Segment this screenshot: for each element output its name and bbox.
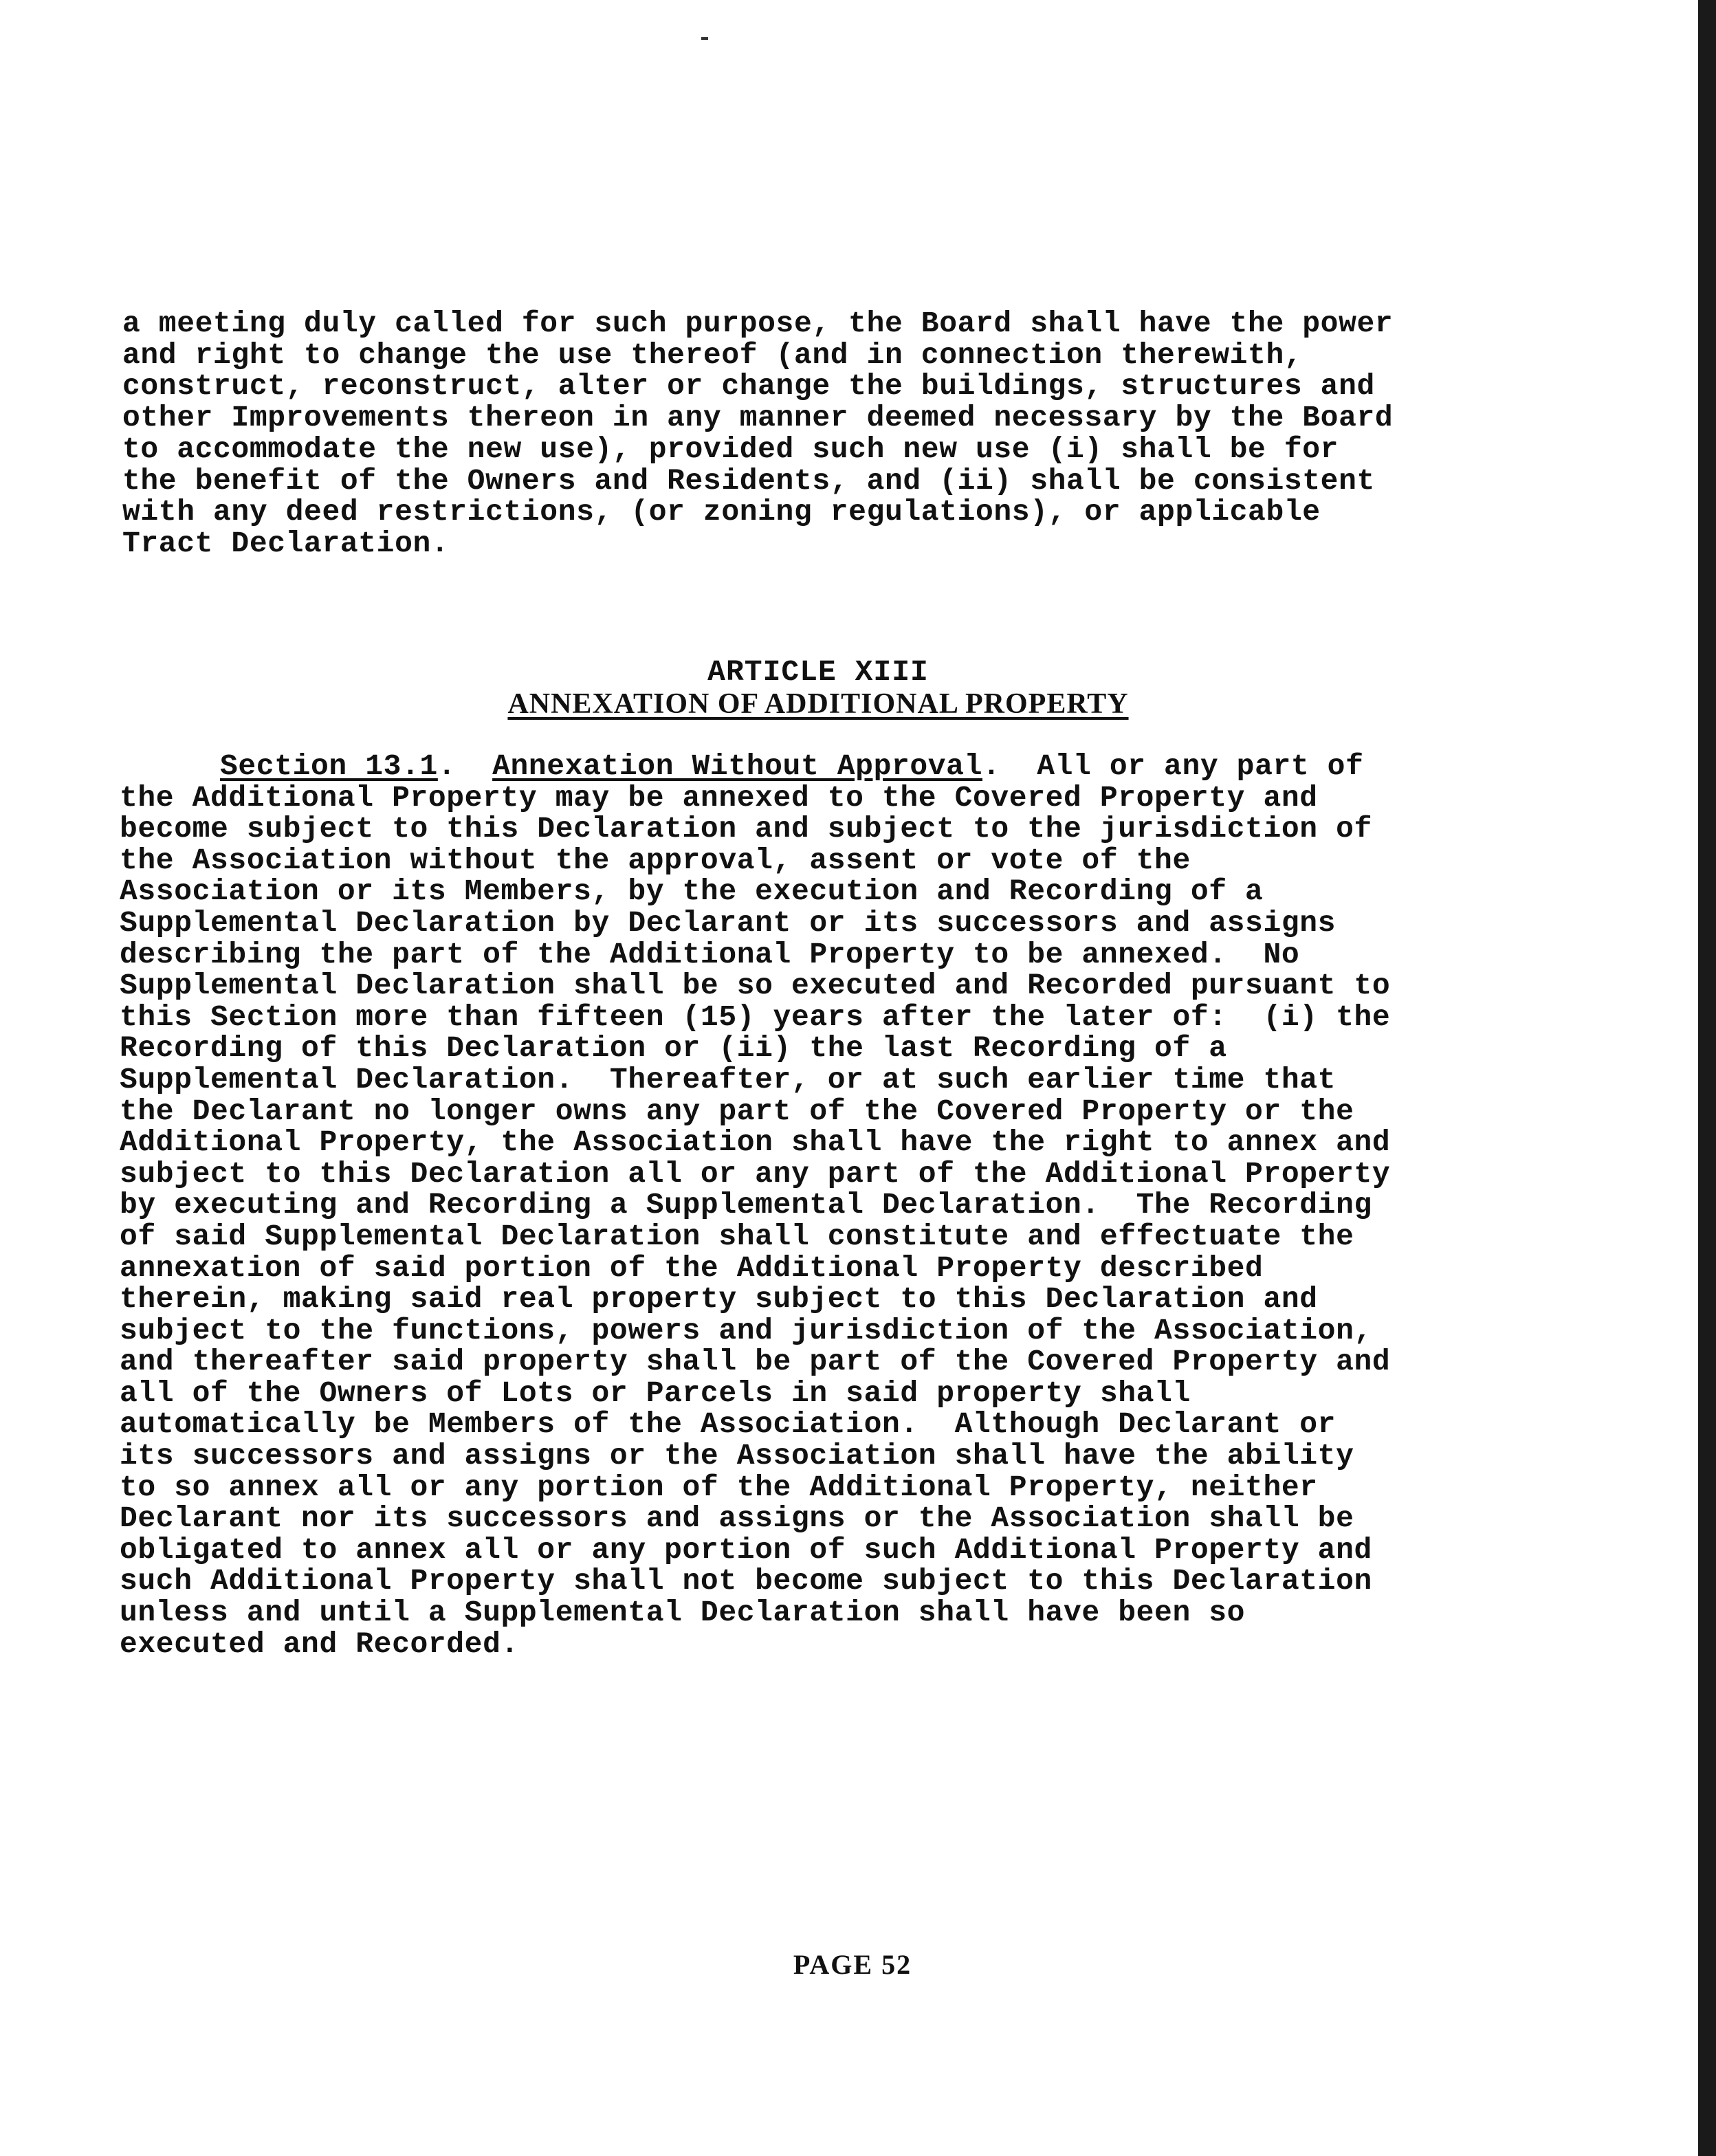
section-line: all of the Owners of Lots or Parcels in said property shall <box>120 1376 1191 1410</box>
section-line: this Section more than fifteen (15) years after the later of: (i) the <box>120 1000 1391 1034</box>
section-heading: Annexation Without Approval <box>492 749 982 783</box>
opening-paragraph <box>122 308 1539 560</box>
section-line: executed and Recorded. <box>120 1627 519 1661</box>
section-13-1 <box>120 751 1543 1660</box>
section-line: of said Supplemental Declaration shall constitute and effectuate the <box>120 1219 1354 1253</box>
section-line: to so annex all or any portion of the Additional Property, neither <box>120 1470 1318 1504</box>
section-line: describing the part of the Additional Property to be annexed. No <box>120 937 1300 971</box>
section-line: annexation of said portion of the Additional Property described <box>120 1251 1264 1285</box>
section-line: by executing and Recording a Supplemental Declaration. The Recording <box>120 1188 1372 1222</box>
section-line: unless and until a Supplemental Declaration shall have been so <box>120 1596 1246 1630</box>
article-title: ANNEXATION OF ADDITIONAL PROPERTY <box>507 688 1129 720</box>
section-line: Declarant nor its successors and assigns or the Association shall be <box>120 1502 1354 1536</box>
section-line: Additional Property, the Association shall have the right to annex and <box>120 1125 1391 1160</box>
article-heading <box>0 657 1636 721</box>
section-first-line <box>120 751 1543 782</box>
article-number: ARTICLE XIII <box>707 655 929 689</box>
section-line: become subject to this Declaration and subject to the jurisdiction of <box>120 812 1372 846</box>
paragraph-line: and right to change the use thereof (and in connection therewith, <box>122 338 1303 372</box>
section-line: and thereafter said property shall be part of the Covered Property and <box>120 1345 1391 1379</box>
paragraph-line: construct, reconstruct, alter or change the buildings, structures and <box>122 369 1375 404</box>
section-line: the Declarant no longer owns any part of the Covered Property or the <box>120 1094 1354 1128</box>
section-line: its successors and assigns or the Association shall have the ability <box>120 1439 1354 1473</box>
paragraph-line: with any deed restrictions, (or zoning regulations), or applicable <box>122 495 1321 529</box>
paragraph-line: a meeting duly called for such purpose, the Board shall have the power <box>122 307 1394 340</box>
section-first-line-text: All or any part of <box>1037 749 1364 783</box>
section-label-punct: . <box>437 749 456 783</box>
page-number: PAGE 52 <box>793 1949 912 1980</box>
section-line: therein, making said real property subject to this Declaration and <box>120 1282 1318 1317</box>
section-line: Supplemental Declaration by Declarant or its successors and assigns <box>120 905 1336 940</box>
section-line: Supplemental Declaration. Thereafter, or at such earlier time that <box>120 1062 1336 1097</box>
section-line: the Association without the approval, assent or vote of the <box>120 843 1191 877</box>
paragraph-line: the benefit of the Owners and Residents, and (ii) shall be consistent <box>122 463 1375 498</box>
section-line: such Additional Property shall not become subject to this Declaration <box>120 1564 1372 1598</box>
section-line: subject to this Declaration all or any part of the Additional Property <box>120 1156 1391 1191</box>
section-label: Section 13.1 <box>220 749 438 783</box>
paragraph-line: other Improvements thereon in any manner deemed necessary by the Board <box>122 401 1394 435</box>
paragraph-line: to accommodate the new use), provided such new use (i) shall be for <box>122 432 1339 466</box>
section-line: the Additional Property may be annexed to the Covered Property and <box>120 780 1318 815</box>
paragraph-line: Tract Declaration. <box>122 526 450 560</box>
section-heading-punct: . <box>982 749 1001 783</box>
section-line: Association or its Members, by the execution and Recording of a <box>120 874 1264 909</box>
section-line: Recording of this Declaration or (ii) the last Recording of a <box>120 1031 1227 1066</box>
section-line: Supplemental Declaration shall be so executed and Recorded pursuant to <box>120 969 1391 1003</box>
section-line: automatically be Members of the Association. Although Declarant or <box>120 1407 1336 1442</box>
scan-speck <box>701 37 708 40</box>
scan-border-edge <box>1698 0 1716 2156</box>
section-line: obligated to annex all or any portion of such Additional Property and <box>120 1532 1372 1567</box>
section-line: subject to the functions, powers and jurisdiction of the Association, <box>120 1313 1372 1348</box>
